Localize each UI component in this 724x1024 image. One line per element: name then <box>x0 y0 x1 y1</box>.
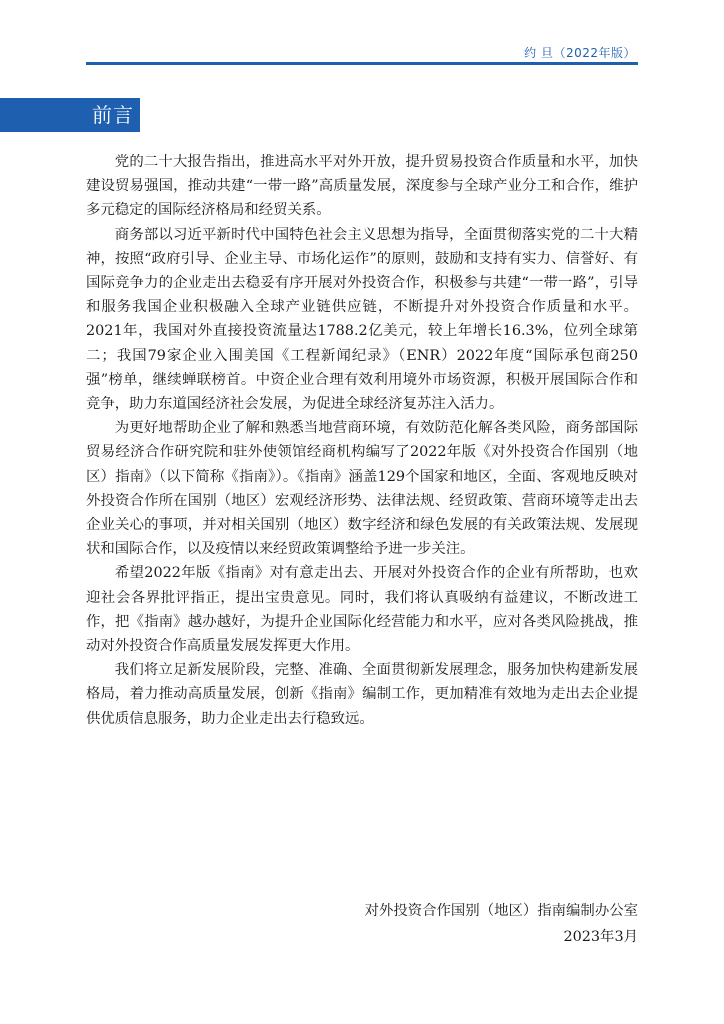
paragraph-2: 商务部以习近平新时代中国特色社会主义思想为指导，全面贯彻落实党的二十大精神，按照“政府引导、企业主导、市场化运作”的原则，鼓励和支持有实力、信誉好、有国际竞争力的企业走出去稳妥有序开展对外投资合作，积极参与共建“一带一路”，引导和服务我国企业积极融入全球产业链供应链，不断提升对外投资合作质量和水平。2021年，我国对外直接投资流量达1788.2亿美元，较上年增长16.3%，位列全球第二；我国79家企业入围美国《工程新闻纪录》（ENR）2022年度“国际承包商250强”榜单，继续蝉联榜首。中资企业合理有效利用境外市场资源，积极开展国际合作和竞争，助力东道国经济社会发展，为促进全球经济复苏注入活力。 <box>86 226 638 413</box>
paragraph-1: 党的二十大报告指出，推进高水平对外开放，提升贸易投资合作质量和水平，加快建设贸易强国，推动共建“一带一路”高质量发展，深度参与全球产业分工和合作，维护多元稳定的国际经济格局和经贸关系。 <box>86 154 638 219</box>
paragraph-5: 我们将立足新发展阶段，完整、准确、全面贯彻新发展理念，服务加快构建新发展格局，着力推动高质量发展，创新《指南》编制工作，更加精准有效地为走出去企业提供优质信息服务，助力企业走出去行稳致远。 <box>86 662 638 727</box>
paragraph-4: 希望2022年版《指南》对有意走出去、开展对外投资合作的企业有所帮助，也欢迎社会各界批评指正，提出宝贵意见。同时，我们将认真吸纳有益建议，不断改进工作，把《指南》越办越好，为提升企业国际化经营能力和水平，应对各类风险挑战，推动对外投资合作高质量发展发挥更大作用。 <box>86 565 638 655</box>
signature-block <box>365 898 638 950</box>
preface-body <box>86 150 638 731</box>
paragraph-3: 为更好地帮助企业了解和熟悉当地营商环境，有效防范化解各类风险，商务部国际贸易经济合作研究院和驻外使领馆经商机构编写了2022年版《对外投资合作国别（地区）指南》（以下简称《指南》）。《指南》涵盖129个国家和地区，全面、客观地反映对外投资合作所在国别（地区）宏观经济形势、法律法规、经贸政策、营商环境等走出去企业关心的事项，并对相关国别（地区）数字经济和绿色发展的有关政策法规、发展现状和国际合作，以及疫情以来经贸政策调整给予进一步关注。 <box>86 420 638 558</box>
header-divider <box>86 62 638 65</box>
section-title: 前言 <box>0 98 140 132</box>
running-header: 约 旦（2022年版） <box>524 46 636 60</box>
signature-date: 2023年3月 <box>563 929 638 945</box>
signature-organization: 对外投资合作国别（地区）指南编制办公室 <box>364 903 638 919</box>
